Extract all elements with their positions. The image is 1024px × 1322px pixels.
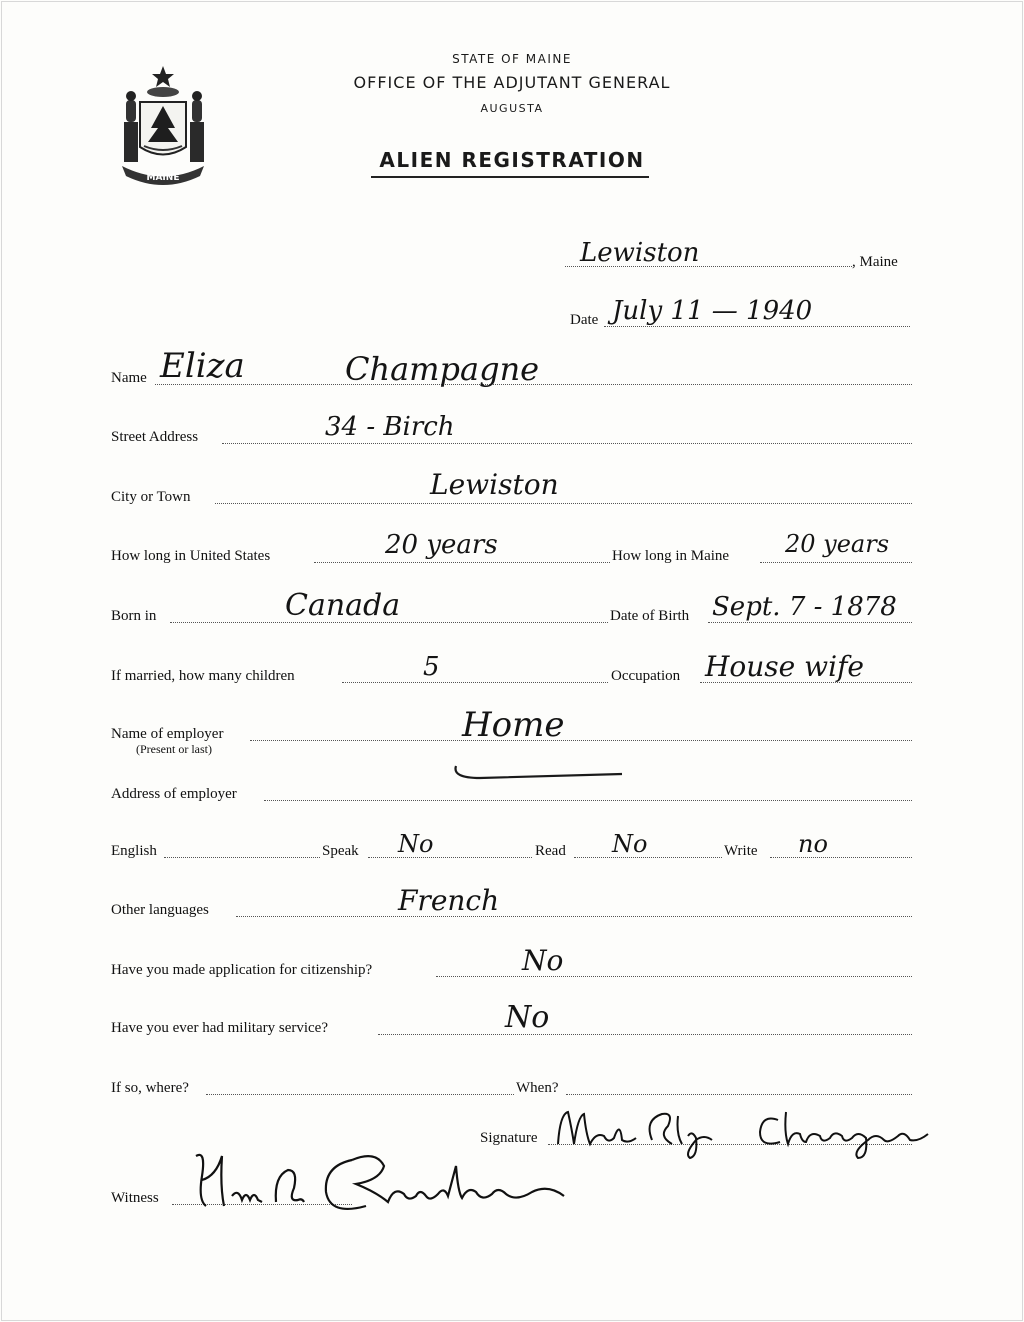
date-label: Date	[570, 312, 599, 328]
witness-label: Witness	[111, 1190, 159, 1206]
other-languages-value: French	[398, 884, 500, 917]
read-label: Read	[535, 843, 566, 859]
employer-value: Home	[462, 705, 565, 745]
read-line	[574, 857, 722, 858]
other-languages-line	[236, 916, 912, 917]
speak-line	[368, 857, 532, 858]
name-last-value: Champagne	[345, 350, 540, 388]
citizenship-label: Have you made application for citizenship?	[111, 962, 373, 978]
military-line	[378, 1034, 912, 1035]
how-long-maine-line	[760, 562, 912, 563]
employer-note: (Present or last)	[136, 742, 212, 756]
name-label: Name	[111, 370, 147, 386]
form-title: ALIEN REGISTRATION	[379, 148, 645, 172]
write-value: no	[798, 830, 828, 858]
date-of-birth-value: Sept. 7 - 1878	[712, 592, 897, 622]
employer-line	[250, 740, 912, 741]
city-value: Lewiston	[430, 468, 559, 501]
how-long-maine-label: How long in Maine	[612, 548, 730, 564]
citizenship-line	[436, 976, 912, 977]
street-address-label: Street Address	[111, 429, 199, 445]
speak-label: Speak	[322, 843, 359, 859]
date-of-birth-line	[708, 622, 912, 623]
when-line	[566, 1094, 912, 1095]
children-value: 5	[423, 652, 440, 682]
employer-address-line	[264, 800, 912, 801]
born-in-value: Canada	[285, 588, 401, 623]
born-in-label: Born in	[111, 608, 157, 624]
header-city: AUGUSTA	[480, 102, 544, 115]
children-label: If married, how many children	[111, 668, 295, 684]
english-label: English	[111, 843, 157, 859]
title-underline	[371, 176, 649, 178]
write-label: Write	[724, 843, 758, 859]
if-so-where-line	[206, 1094, 514, 1095]
if-so-where-label: If so, where?	[111, 1080, 189, 1096]
date-line	[604, 326, 910, 327]
read-value: No	[612, 830, 648, 858]
children-line	[342, 682, 608, 683]
header-state: STATE OF MAINE	[452, 52, 572, 66]
header-office: OFFICE OF THE ADJUTANT GENERAL	[353, 73, 671, 92]
military-value: No	[505, 1000, 550, 1035]
seal-text: MAINE	[146, 173, 180, 183]
how-long-us-label: How long in United States	[111, 548, 271, 564]
town-value: Lewiston	[580, 238, 700, 268]
employer-address-label: Address of employer	[111, 786, 237, 802]
how-long-maine-value: 20 years	[785, 530, 890, 558]
speak-value: No	[398, 830, 434, 858]
when-label: When?	[516, 1080, 559, 1096]
city-line	[215, 503, 912, 504]
occupation-label: Occupation	[611, 668, 681, 684]
english-line	[164, 857, 320, 858]
occupation-value: House wife	[705, 650, 865, 683]
write-line	[770, 857, 912, 858]
employer-address-dash-mark	[450, 760, 630, 784]
date-of-birth-label: Date of Birth	[610, 608, 690, 624]
date-value: July 11 — 1940	[612, 296, 813, 326]
military-label: Have you ever had military service?	[111, 1020, 328, 1036]
name-first-value: Eliza	[160, 346, 245, 386]
how-long-us-value: 20 years	[385, 530, 498, 560]
signature-label: Signature	[480, 1130, 538, 1146]
street-address-line	[222, 443, 912, 444]
maine-label: , Maine	[852, 254, 898, 270]
other-languages-label: Other languages	[111, 902, 209, 918]
citizenship-value: No	[522, 944, 564, 977]
witness-signature	[176, 1136, 576, 1222]
applicant-signature	[548, 1100, 948, 1162]
how-long-us-line	[314, 562, 610, 563]
employer-label: Name of employer	[111, 726, 224, 742]
city-label: City or Town	[111, 489, 191, 505]
street-address-value: 34 - Birch	[325, 412, 455, 442]
